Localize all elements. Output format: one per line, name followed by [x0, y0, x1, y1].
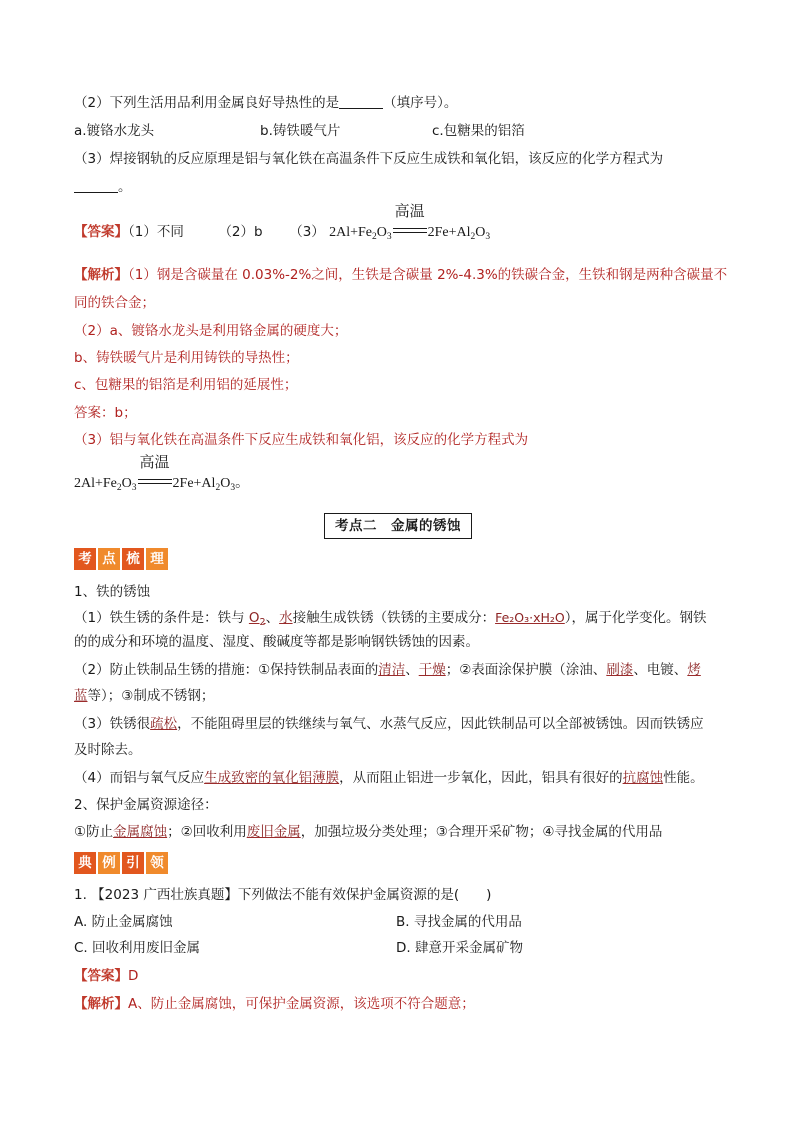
rust-point-2: （2）防止铁制品生锈的措施：①保持铁制品表面的清洁、干燥；②表面涂保护膜（涂油、刷漆、电镀、烤 [74, 662, 701, 678]
rust-point-1: （1）铁生锈的条件是：铁与 $O_2$、水接触生成铁锈（铁锈的主要成分：Fe₂O₃·xH₂O），属于化学变化。钢铁 [74, 610, 707, 628]
protect-resources-list: ①防止金属腐蚀；②回收利用废旧金属，加强垃圾分类处理；③合理开采矿物；④寻找金属的代用品 [74, 824, 663, 840]
example-options-row-2 [74, 938, 523, 958]
oxygen-keyword: $O_2$ [248, 610, 266, 628]
example-question: 1. 【2023 广西壮族真题】下列做法不能有效保护金属资源的是( ) [74, 887, 492, 903]
question-2-options [74, 121, 525, 141]
answer-part-1: （1）不同 [128, 224, 184, 240]
rust-point-1-cont: 的的成分和环境的温度、湿度、酸碱度等都是影响钢铁锈蚀的因素。 [74, 634, 479, 650]
answer-part-3: （3） [289, 224, 325, 240]
question-3-stem: （3）焊接钢轨的反应原理是铝与氧化铁在高温条件下反应生成铁和氧化铝，该反应的化学方程式为 [74, 151, 664, 167]
question-3 [74, 149, 663, 169]
reaction-condition: 高温 [394, 202, 425, 220]
question-2 [74, 93, 457, 113]
example-analysis: 【解析】A、防止金属腐蚀，可保护金属资源，该选项不符合题意； [74, 996, 475, 1012]
rust-point-2-cont: 蓝等）；③制成不锈钢； [74, 688, 215, 704]
analysis-equation: $2Al+Fe_2O_3$ 高温 $2Fe+Al_2O_3$。 [74, 453, 250, 493]
example-answer: 【答案】D [74, 968, 139, 984]
banner-key-points: 考 点 梳 理 [74, 548, 168, 570]
analysis-label: 【解析】 [74, 267, 128, 283]
example-option-a: A. 防止金属腐蚀 [74, 914, 173, 930]
analysis-line-1: 【解析】（1）钢是含碳量在 0.03%-2%之间，生铁是含碳量 2%-4.3%的铁碳合金，生铁和钢是两种含碳量不 [74, 267, 728, 283]
analysis-line-5: c、包糖果的铝箔是利用铝的延展性； [74, 377, 298, 393]
chemical-equation: $2Al+Fe_2O_3$ 高温 $2Fe+Al_2O_3$ [329, 202, 491, 242]
rust-point-3: （3）铁锈很疏松，不能阻碍里层的铁继续与氧气、水蒸气反应，因此铁制品可以全部被锈蚀。因而铁锈应 [74, 716, 704, 732]
option-b: b.铸铁暖气片 [260, 123, 341, 139]
option-a: a.镀铬水龙头 [74, 123, 155, 139]
banner-example: 典 例 引 领 [74, 852, 168, 874]
analysis-line-3: （2）a、镀铬水龙头是利用铬金属的硬度大； [74, 323, 348, 339]
analysis-line-4: b、铸铁暖气片是利用铸铁的导热性； [74, 350, 299, 366]
answer-blank [74, 178, 118, 193]
heading-iron-rusting: 1、铁的锈蚀 [74, 584, 151, 600]
question-2-tail: （填序号）。 [383, 95, 458, 111]
example-option-c: C. 回收利用废旧金属 [74, 940, 201, 956]
rust-point-4: （4）而铝与氧气反应生成致密的氧化铝薄膜，从而阻止铝进一步氧化，因此，铝具有很好的抗腐蚀性能。 [74, 770, 704, 786]
rust-point-3-cont: 及时除去。 [74, 742, 142, 758]
analysis-line-6: 答案：b； [74, 405, 137, 421]
answer-part-2: （2）b [218, 224, 263, 240]
analysis-line-2: 同的铁合金； [74, 295, 155, 311]
example-options-row-1 [74, 912, 522, 932]
heading-protect-resources: 2、保护金属资源途径： [74, 797, 218, 813]
question-3-blank-line [74, 177, 132, 197]
water-keyword: 水 [279, 610, 293, 626]
answer-blank [339, 94, 383, 109]
example-option-d: D. 肆意开采金属矿物 [396, 940, 523, 956]
reaction-condition: 高温 [139, 453, 170, 471]
example-option-b: B. 寻找金属的代用品 [396, 914, 522, 930]
reaction-arrow [138, 453, 172, 490]
answer-line [74, 202, 491, 243]
reaction-arrow [393, 202, 427, 239]
section-title: 考点二 金属的锈蚀 [324, 513, 472, 539]
answer-label: 【答案】 [74, 224, 128, 240]
question-3-tail: 。 [118, 179, 132, 195]
option-c: c.包糖果的铝箔 [432, 123, 525, 139]
question-2-stem: （2）下列生活用品利用金属良好导热性的是 [74, 95, 340, 111]
analysis-line-7: （3）铝与氧化铁在高温条件下反应生成铁和氧化铝，该反应的化学方程式为 [74, 432, 529, 448]
rust-formula: Fe₂O₃·xH₂O [495, 610, 565, 625]
